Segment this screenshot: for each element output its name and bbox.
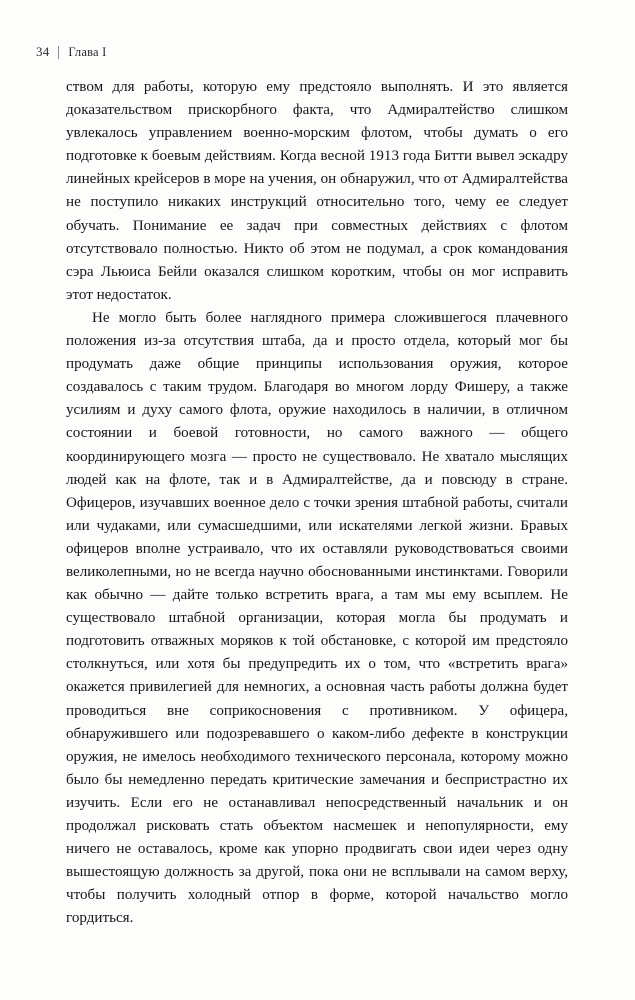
page-body — [66, 76, 568, 930]
header-divider — [58, 46, 59, 59]
page-number: 34 — [36, 44, 50, 59]
paragraph: Не могло быть более наглядного примера сложившегося плачевного положения из-за отсутствия штаба, да и просто отдела, который мог бы продумать даже общие принципы использования оружия, которое создавалось с таким трудом. Благодаря во многом лорду Фишеру, а также усилиям и духу самого флота, оружие находилось в наличии, в отличном состоянии и боевой готовности, но самого важного — общего координирующего мозга — просто не существовало. Не хватало мыслящих людей как на флоте, так и в Адмиралтействе, да и повсюду в стране. Офицеров, изучавших военное дело с точки зрения штабной работы, считали или чудаками, или сумасшедшими, или искателями легкой жизни. Бравых офицеров вполне устраивало, что их оставляли руководствоваться своими великолепными, но не всегда научно обоснованными инстинктами. Говорили как обычно — дайте только встретить врага, а там мы ему всыплем. Не существовало штабной организации, которая могла бы продумать и подготовить отважных моряков к той обстановке, с которой им предстояло столкнуться, или хотя бы предупредить их о том, что «встретить врага» окажется привилегией для немногих, а основная часть работы должна будет проводиться вне соприкосновения с противником. У офицера, обнаружившего или подозревавшего о каком-либо дефекте в конструкции оружия, не имелось необходимого технического персонала, которому можно было бы немедленно передать критические замечания и беспристрастно их изучить. Если его не останавливал непосредственный начальник и он продолжал рисковать стать объектом насмешек и непопулярности, ему ничего не оставалось, кроме как упорно продвигать свои идеи через одну вышестоящую должность за другой, пока они не всплывали на самом верху, чтобы получить холодный отпор в форме, которой начальство могло гордиться. — [66, 309, 568, 927]
running-head: Глава I — [68, 44, 107, 59]
page-header — [36, 44, 575, 60]
paragraph: ством для работы, которую ему предстояло выполнять. И это является доказательством прискорбного факта, что Адмиралтейство слишком увлекалось управлением военно-морским флотом, чтобы думать о его подготовке к боевым действиям. Когда весной 1913 года Битти вывел эскадру линейных крейсеров в море на учения, он обнаружил, что от Адмиралтейства не поступило никаких инструкций относительно того, чему ее следует обучать. Понимание ее задач при совместных действиях с флотом отсутствовало полностью. Никто об этом не подумал, а срок командования сэра Льюиса Бейли оказался слишком коротким, чтобы он мог исправить этот недостаток. — [66, 79, 568, 303]
